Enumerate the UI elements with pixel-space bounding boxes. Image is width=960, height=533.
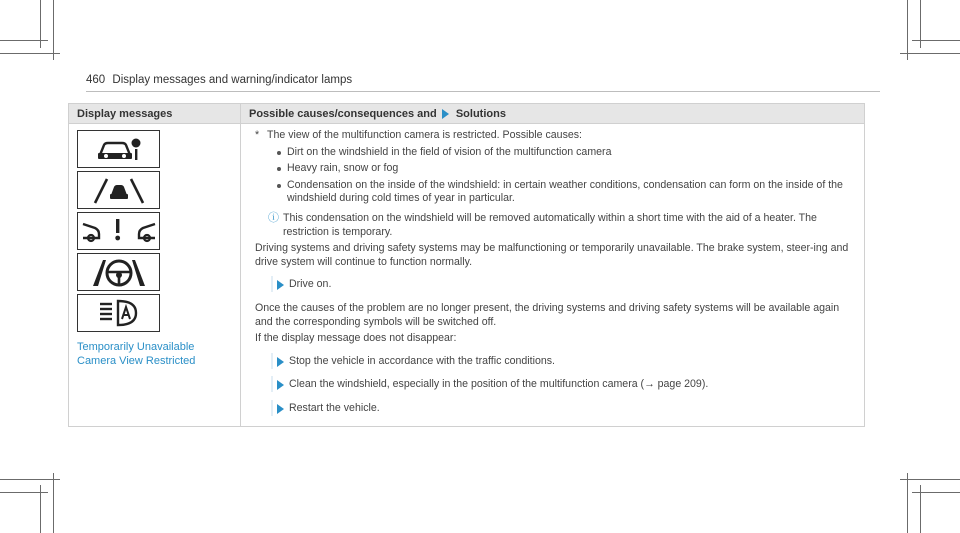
message-text-line-1: Temporarily Unavailable	[77, 341, 195, 353]
crop-mark	[0, 479, 60, 480]
bullet-icon	[277, 151, 281, 155]
info-note-text: This condensation on the windshield will be removed automatically within a short time with the aid of a heater. The restriction is temporary.	[283, 211, 817, 238]
step-stop-vehicle: Stop the vehicle in accordance with the traffic conditions.	[255, 355, 854, 369]
footnote-star: *	[255, 129, 260, 141]
col-header-solutions-label: Solutions	[455, 107, 506, 120]
crop-mark	[900, 479, 960, 480]
bullet-icon	[277, 184, 281, 188]
distance-warning-icon	[77, 212, 160, 250]
crop-mark	[912, 40, 960, 41]
message-table	[68, 103, 865, 427]
header-divider	[86, 91, 880, 92]
step-restart-vehicle: Restart the vehicle.	[255, 402, 854, 416]
crop-mark	[907, 473, 908, 533]
crop-mark	[0, 492, 48, 493]
camera-sensor-car-icon	[77, 130, 160, 168]
display-message-cell	[69, 124, 241, 427]
list-item: Condensation on the inside of the windshield: in certain weather conditions, condensation can form on the inside of the windshield during cold times of year in particular.	[255, 179, 854, 206]
col-header-display-messages: Display messages	[69, 104, 241, 124]
list-item: Heavy rain, snow or fog	[255, 162, 854, 176]
intro-text-body: The view of the multifunction camera is restricted. Possible causes:	[267, 129, 583, 141]
cross-reference-arrow-icon: →	[644, 378, 655, 391]
message-text-line-2: Camera View Restricted	[77, 354, 196, 367]
page-reference-link[interactable]: page 209).	[657, 378, 709, 391]
step-marker-bar	[271, 353, 273, 369]
col-header-causes	[241, 104, 865, 124]
crop-mark	[900, 53, 960, 54]
info-note	[255, 212, 854, 239]
crop-mark	[53, 473, 54, 533]
step-marker-bar	[271, 376, 273, 392]
running-header	[86, 74, 352, 86]
lane-keeping-icon	[77, 171, 160, 209]
page-number: 460	[86, 74, 106, 86]
table-header-row	[69, 104, 865, 124]
causes-list	[255, 146, 854, 206]
step-arrow-icon	[277, 357, 284, 367]
crop-mark	[907, 0, 908, 60]
crop-mark	[0, 53, 60, 54]
chapter-title: Display messages and warning/indicator lamps	[112, 74, 353, 86]
list-item: Dirt on the windshield in the field of vision of the multifunction camera	[255, 146, 854, 160]
info-icon: ⓘ	[268, 211, 279, 224]
paragraph-persist: If the display message does not disappear:	[255, 332, 457, 345]
paragraph-malfunction: Driving systems and driving safety systems may be malfunctioning or temporarily unavailable. The brake system, steer-ing and drive system will continue to function normally.	[255, 242, 849, 268]
causes-solutions-cell	[241, 124, 865, 427]
step-marker-bar	[271, 276, 273, 292]
step-arrow-icon	[277, 380, 284, 390]
paragraph-recovery: Once the causes of the problem are no longer present, the driving systems and driving safety systems will be available again and the corresponding symbols will be switched off.	[255, 301, 840, 328]
step-clean-windshield: Clean the windshield, especially in the position of the multifunction camera (→ page 209).	[255, 378, 854, 392]
col-header-causes-label: Possible causes/consequences and	[249, 107, 437, 120]
solutions-arrow-icon	[442, 109, 449, 119]
step-marker-bar	[271, 400, 273, 416]
intro-text	[255, 129, 854, 143]
step-arrow-icon	[277, 404, 284, 414]
step-arrow-icon	[277, 280, 284, 290]
crop-mark	[912, 492, 960, 493]
bullet-icon	[277, 167, 281, 171]
automatic-high-beam-icon	[77, 294, 160, 332]
table-row	[69, 124, 865, 427]
crop-mark	[0, 40, 48, 41]
steering-assist-icon	[77, 253, 160, 291]
crop-mark	[53, 0, 54, 60]
step-drive-on: Drive on.	[255, 278, 854, 292]
